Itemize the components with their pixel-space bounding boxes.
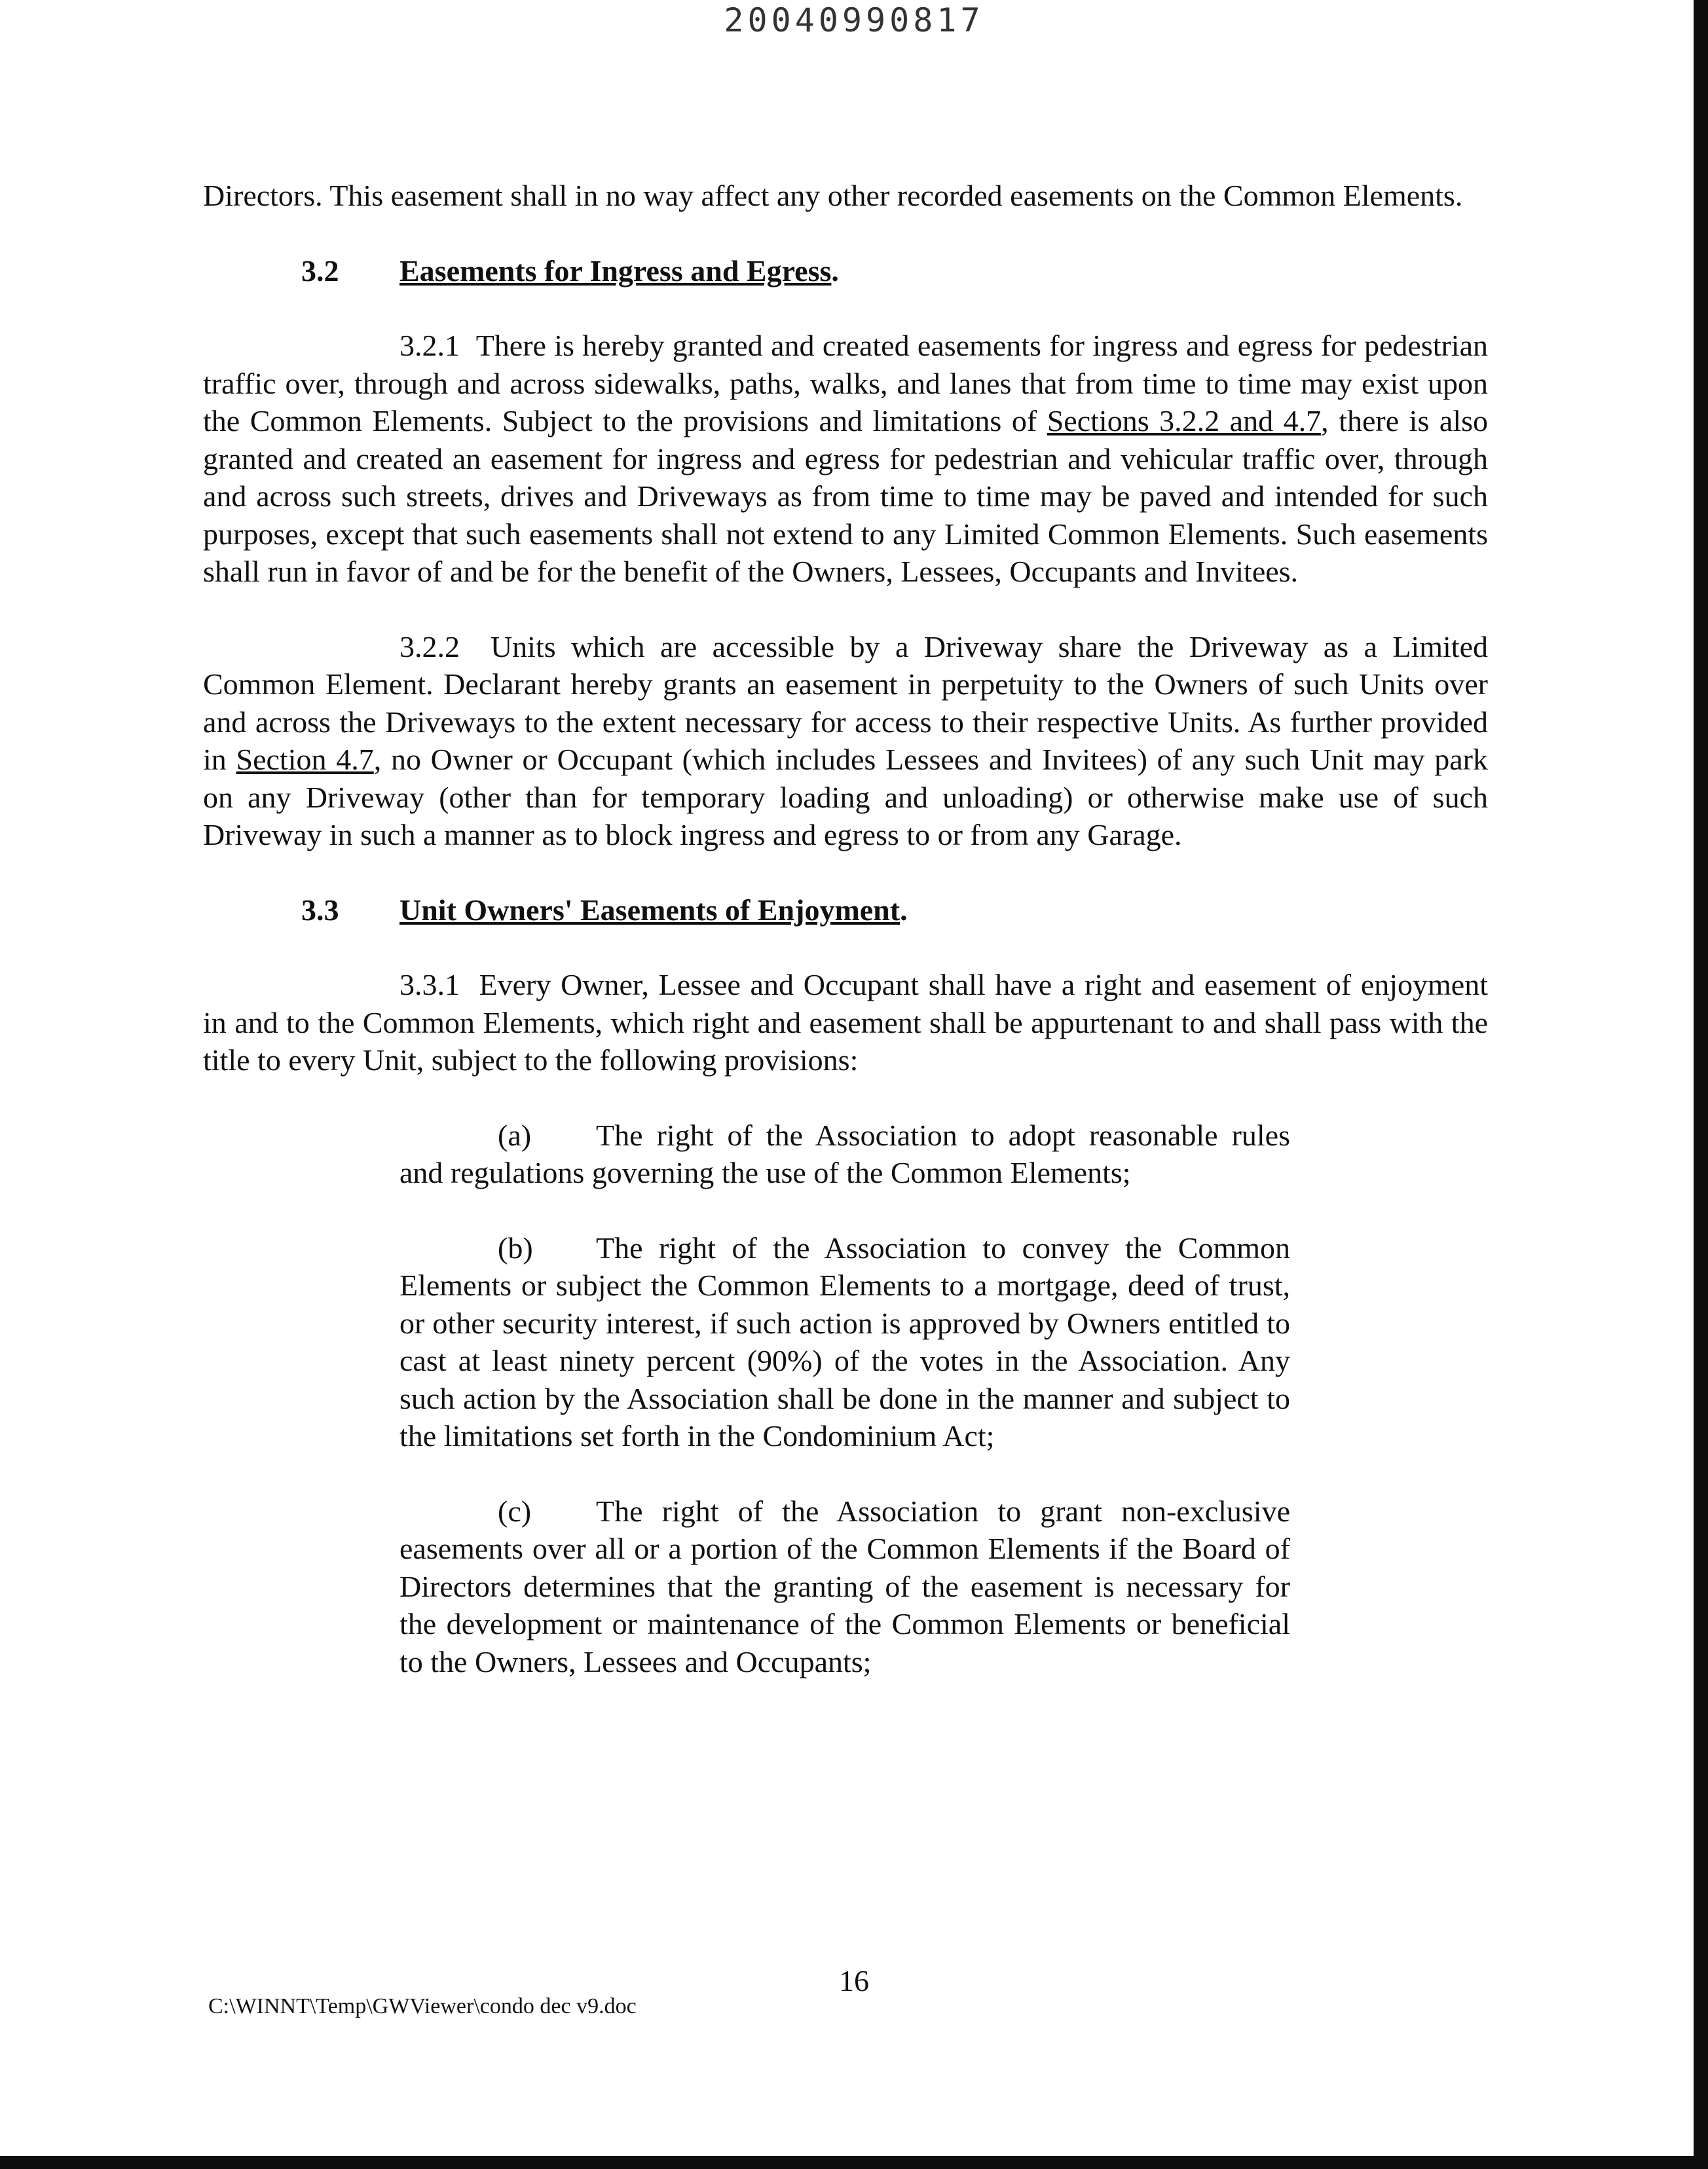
intro-paragraph: Directors. This easement shall in no way affect any other recorded easements on the Common Elements. (203, 179, 1463, 212)
spacer (203, 289, 1488, 327)
spacer (203, 591, 1488, 628)
spacer (203, 1192, 1488, 1229)
paragraph-3-3-1 (203, 966, 1488, 1079)
paragraph-3-2-1-number: 3.2.1 (399, 329, 460, 362)
section-3-2-number: 3.2 (301, 253, 339, 287)
spacer (203, 854, 1488, 891)
list-item-c-label: (c) (498, 1494, 532, 1528)
section-3-3-heading: 3.3 Unit Owners' Easements of Enjoyment. (203, 891, 1488, 929)
spacer (203, 1079, 1488, 1117)
list-item-c-text: The right of the Association to grant non-exclusive easements over all or a portion of the Common Elements if the Board of Directors determines that the granting of the easement is necessary for the development or maintenance of the Common Elements or beneficial to the Owners, Lessees and Occupants; (399, 1494, 1290, 1678)
paragraph-3-2-2-number: 3.2.2 (399, 629, 460, 663)
list-item-a-text: The right of the Association to adopt reasonable rules and regulations governing the use of the Common Elements; (399, 1118, 1290, 1189)
section-3-2-title: Easements for Ingress and Egress (399, 253, 832, 287)
spacer (203, 215, 1488, 252)
spacer (203, 929, 1488, 966)
list-item-b-text: The right of the Association to convey the Common Elements or subject the Common Elements to a mortgage, deed of trust, or other security interest, if such action is approved by Owners entitled to cast at least ninety percent (90%) of the votes in the Association. Any such action by the Association shall be done in the manner and subject to the limitations set forth in the Condominium Act; (399, 1231, 1290, 1453)
scan-edge-right (1694, 0, 1708, 2169)
list-item-c (399, 1492, 1290, 1681)
paragraph-3-2-2-text-a: Units which are accessible by a Driveway share the Driveway as a Limited Common Element. Declarant hereby grants an easement in perpetuity to the Owners of such Units over and across the Driveways to the extent necessary for access to their respective Units. As further provided in (203, 629, 1489, 776)
paragraph-3-2-1-text-b: , there is also granted and created an easement for ingress and egress for pedestrian and vehicular traffic over, through and across such streets, drives and Driveways as from time to time may be paved and intended for such purposes, except that such easements shall not extend to any Limited Common Elements. Such easements shall run in favor of and be for the benefit of the Owners, Lessees, Occupants and Invitees. (203, 404, 1489, 588)
footer-file-path: C:\WINNT\Temp\GWViewer\condo dec v9.doc (208, 1994, 637, 2018)
page-number: 16 (839, 1964, 869, 1997)
list-item-b (399, 1229, 1290, 1455)
list-item-a-label: (a) (498, 1118, 532, 1152)
paragraph-3-2-1-reference: Sections 3.2.2 and 4.7 (1047, 404, 1322, 437)
section-3-2-heading: 3.2 Easements for Ingress and Egress. (203, 252, 1488, 290)
list-item-a (399, 1117, 1290, 1192)
list-item-b-label: (b) (498, 1231, 533, 1265)
paragraph-3-2-1 (203, 327, 1488, 591)
scan-edge-bottom (0, 2156, 1708, 2169)
document-stamp-number: 20040990817 (724, 1, 984, 39)
paragraph-3-2-2-reference: Section 4.7 (236, 743, 374, 776)
paragraph-3-2-2 (203, 628, 1488, 854)
section-3-3-title: Unit Owners' Easements of Enjoyment (399, 893, 900, 927)
paragraph-3-3-1-text: Every Owner, Lessee and Occupant shall have a right and easement of enjoyment in and to the Common Elements, which right and easement shall be appurtenant to and shall pass with the title to every Unit, subject to the following provisions: (203, 968, 1488, 1077)
paragraph-3-2-1-text-a: There is hereby granted and created easements for ingress and egress for pedestrian traffic over, through and across sidewalks, paths, walks, and lanes that from time to time may exist upon the Common Elements. Subject to the provisions and limitations of (203, 329, 1488, 437)
document-body (203, 177, 1488, 1680)
section-3-3-number: 3.3 (301, 893, 339, 927)
paragraph-3-3-1-number: 3.3.1 (399, 968, 460, 1001)
spacer (203, 1455, 1488, 1492)
paragraph-3-2-2-text-b: , no Owner or Occupant (which includes Lessees and Invitees) of any such Unit may park on any Driveway (other than for temporary loading and unloading) or otherwise make use of such Driveway in such a manner as to block ingress and egress to or from any Garage. (203, 743, 1489, 851)
